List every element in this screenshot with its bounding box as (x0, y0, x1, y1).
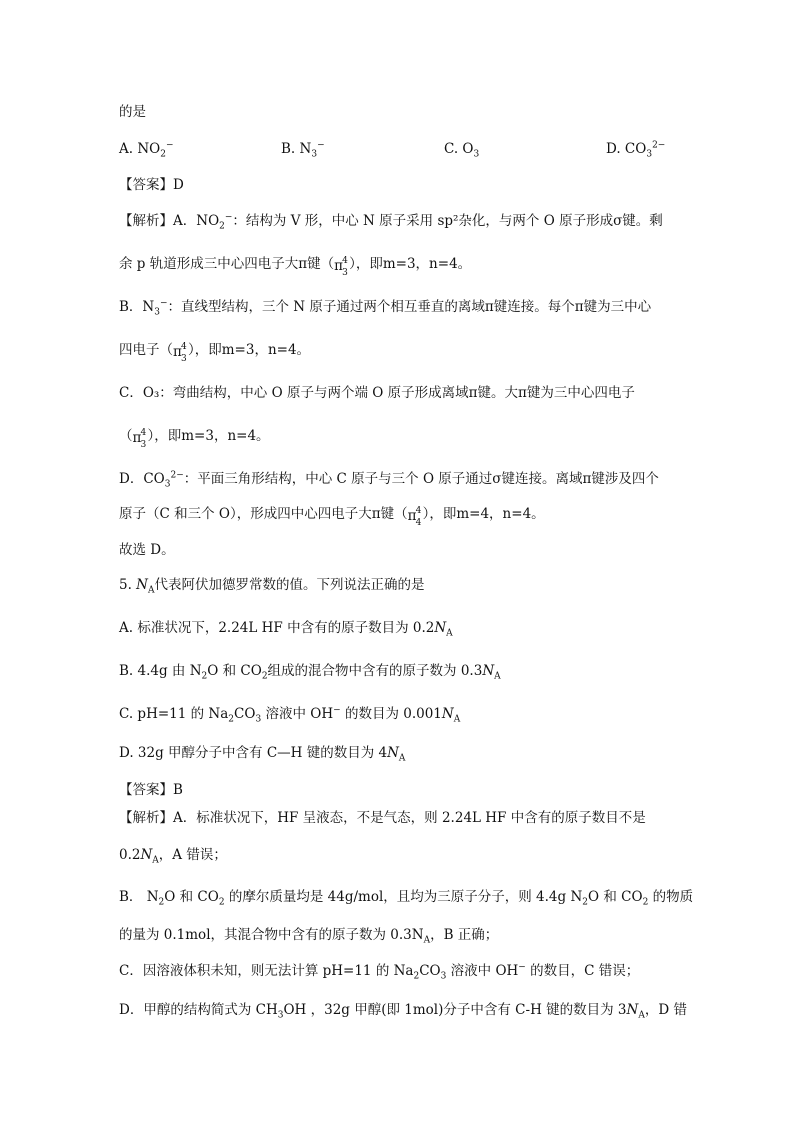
explanation-line: 原子（C 和三个 O），形成四中心四电子大π键（ π 4 4 ），即m=4，n=4。 (119, 506, 545, 528)
explanation-line: C．因溶液体积未知，则无法计算 pH=11 的 $Na_2CO_3$ 溶液中 OH− 的数目，C 错误； (119, 962, 640, 982)
explanation-line: C．O₃：弯曲结构，中心 O 原子与两个端 O 原子形成离域π键。大π键为三中心四电子 (119, 385, 635, 401)
explanation-line: D．甲醇的结构简式为 $CH_3OH$ ，32g 甲醇(即 1mol)分子中含有 C-H 键的数目为 $3N_A$，D 错 (119, 1002, 687, 1021)
option-a: A. 标准状况下，2.24L HF 中含有的原子数目为 $0.2N_A$ (119, 620, 453, 639)
explanation-line: 余 p 轨道形成三中心四电子大π键（ π 4 3 ），即m=3，n=4。 (119, 256, 472, 278)
option-d: D. $CO_3^{2-}$ (606, 140, 666, 160)
answer-label: 【答案】D (119, 177, 184, 193)
explanation-line: 四电子（ π 4 3 ），即m=3，n=4。 (119, 342, 311, 364)
option-b: B. 4.4g 由 $N_2O$ 和 $CO_2$组成的混合物中含有的原子数为 $0.3N_A$ (119, 663, 501, 682)
explanation-line: 【解析】A．$NO_2^-$：结构为 V 形，中心 N 原子采用 sp²杂化，与两个 O 原子形成σ键。剩 (119, 212, 663, 232)
question-5: 5. $N_A$代表阿伏加德罗常数的值。下列说法正确的是 (119, 577, 425, 596)
explanation-line: 的量为 0.1mol，其混合物中含有的原子数为 $0.3N_A$，B 正确； (119, 927, 499, 946)
option-c: C. pH=11 的 $Na_2CO_3$ 溶液中 OH− 的数目为 $0.001N_A$ (119, 705, 461, 725)
explanation-line: B． $N_2O$ 和 $CO_2$ 的摩尔质量均是 44g/mol，且均为三原子分子，则 4.4g $N_2O$ 和 $CO_2$ 的物质 (119, 889, 694, 908)
option-a: A. $NO_2^-$ (119, 140, 174, 160)
answer-label: 【答案】B (119, 782, 183, 798)
explanation-line: （ π 4 3 ），即m=3，n=4。 (119, 428, 270, 450)
explanation-line: D．$CO_3^{2-}$：平面三角形结构，中心 C 原子与三个 O 原子通过σ键连接。离域π键涉及四个 (119, 470, 659, 490)
option-b: B. $N_3^-$ (281, 140, 325, 160)
explanation-line: 【解析】A．标准状况下，HF 呈液态，不是气态，则 2.24L HF 中含有的原子数目不是 (119, 810, 646, 826)
explanation-line: $0.2N_A$，A 错误； (119, 847, 227, 866)
option-d: D. 32g 甲醇分子中含有 C—H 键的数目为 $4N_A$ (119, 745, 406, 764)
text-line: 的是 (119, 104, 146, 120)
option-c: C. $O_3$ (444, 141, 480, 160)
explanation-line: 故选 D。 (119, 542, 175, 558)
explanation-line: B．$N_3^-$：直线型结构，三个 N 原子通过两个相互垂直的离域π键连接。每个π键为三中心 (119, 298, 652, 318)
